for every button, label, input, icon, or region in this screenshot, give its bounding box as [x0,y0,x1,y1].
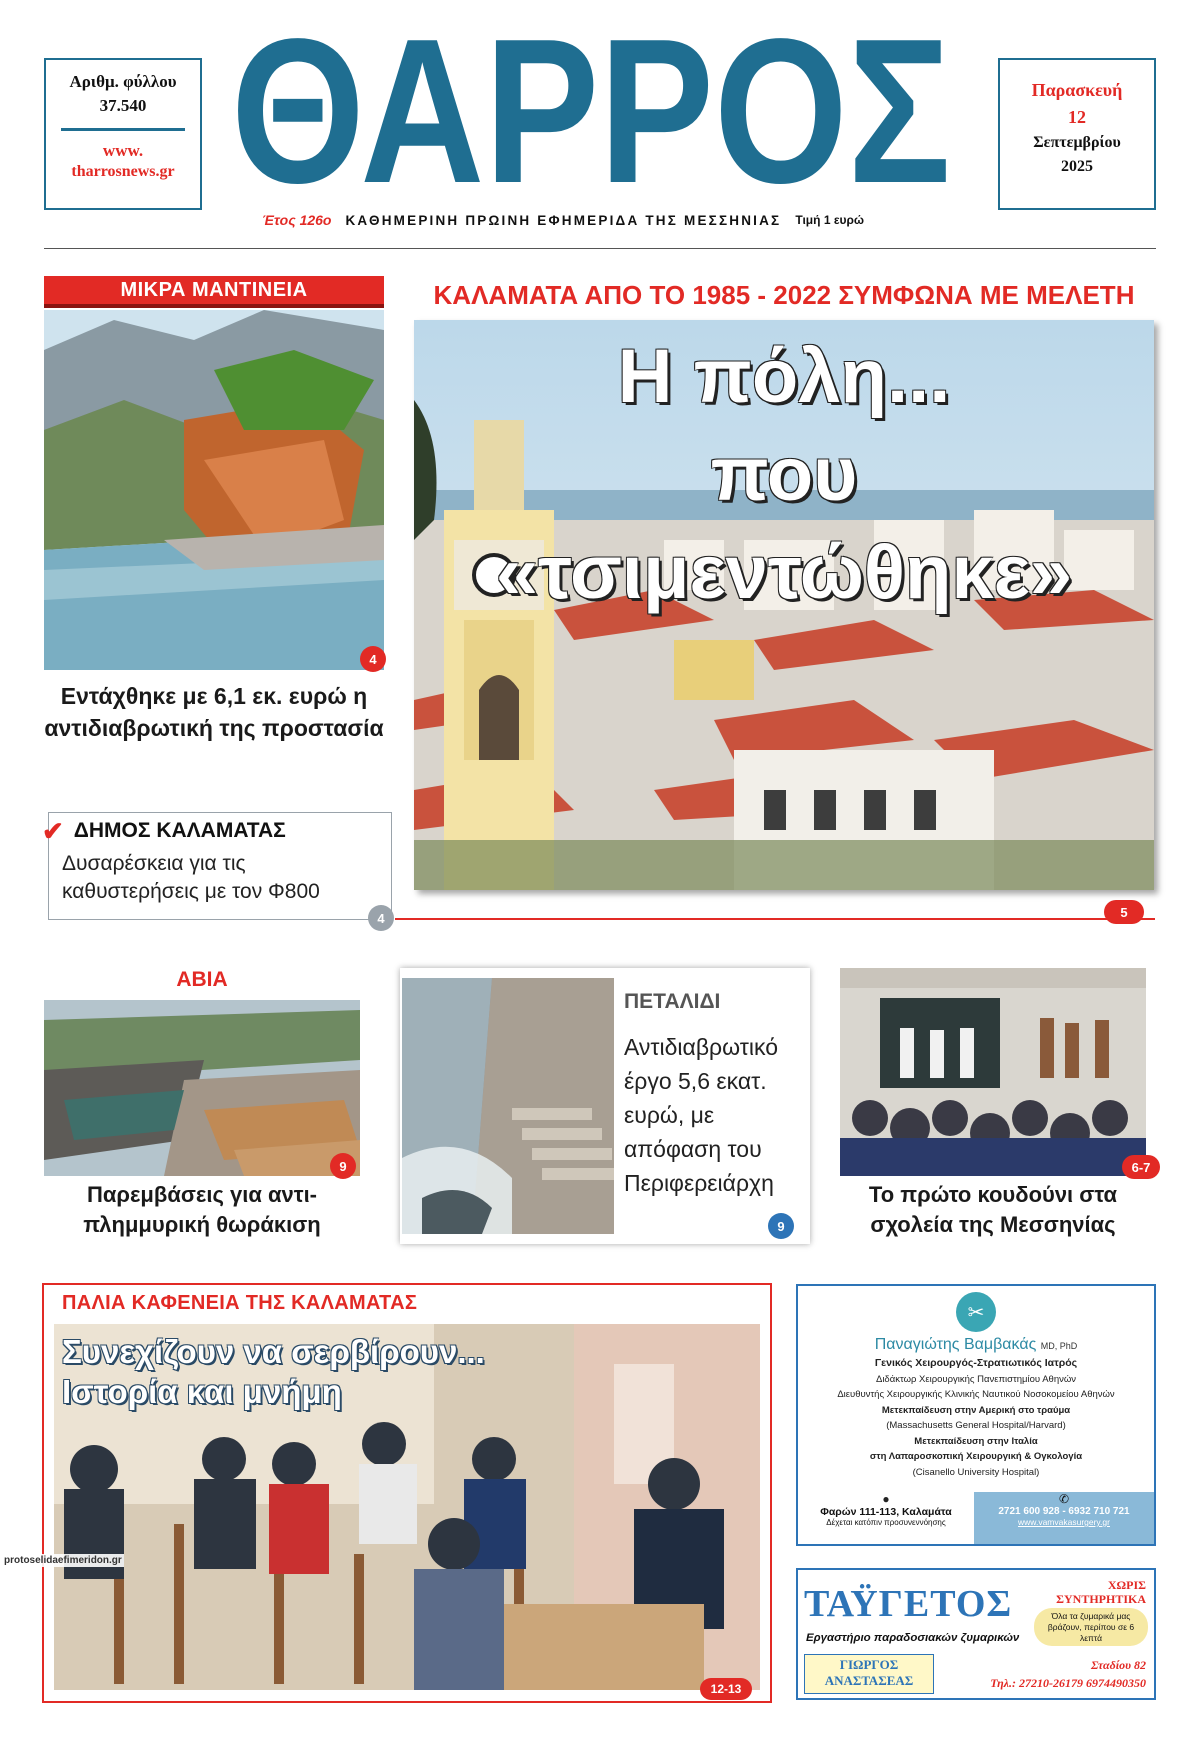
logo [226,12,956,202]
ad-doctor-phones[interactable]: 2721 600 928 - 6932 710 721 [998,1506,1130,1517]
cafes-photo [54,1324,760,1690]
taygetos-no-preservatives-2: ΣΥΝΤΗΡΗΤΙΚΑ [1056,1592,1146,1606]
ad-doctor-degree: MD, PhD [1040,1341,1078,1351]
cafes-page-badge: 12-13 [700,1678,752,1700]
taygetos-note: Όλα τα ζυμαρικά μας βράζουν, περίπου σε 6 λεπτά [1034,1608,1148,1646]
mantineia-photo [44,310,384,670]
mantineia-label-shadow [44,304,384,308]
taygetos-subtitle: Εργαστήριο παραδοσιακών ζυμαρικών [806,1632,1020,1644]
dimos-page-badge: 4 [368,905,394,931]
school-headline[interactable]: Το πρώτο κουδούνι στα σχολεία της Μεσσηνίας [868,1182,1118,1237]
mantineia-page-badge: 4 [360,646,386,672]
main-photo [414,320,1154,890]
petalidi-photo-svg [402,978,614,1234]
dimos-header [42,818,382,844]
cafes-title-line2: Ιστορία και μνήμη [62,1373,342,1410]
cafes-title-line1: Συνεχίζουν να σερβίρουν... [62,1333,485,1370]
website-prefix: www. [102,141,144,160]
petalidi-text[interactable]: Αντιδιαβρωτικό έργο 5,6 εκατ. ευρώ, με απόφαση του Περιφερειάρχη [624,1034,778,1196]
phone-icon: ✆ [1058,1492,1070,1506]
avia-photo-svg [44,1000,360,1176]
main-rule [395,918,1155,920]
tagline: ΚΑΘΗΜΕΡΙΝΗ ΠΡΩΙΝΗ ΕΦΗΜΕΡΙΔΑ ΤΗΣ ΜΕΣΣΗΝΙΑΣ [345,212,782,228]
ad-doctor-site[interactable]: www.vamvakasurgery.gr [1018,1517,1110,1527]
avia-label: ΑΒΙΑ [176,968,228,991]
ad-doctor-address: Φαρών 111-113, Καλαμάτα [820,1506,952,1518]
masthead-rule [44,248,1156,249]
school-photo-svg [840,968,1146,1176]
main-title-line1: Η πόλη... [617,334,951,419]
ad-doctor-lines [798,1356,1154,1480]
petalidi-label: ΠΕΤΑΛΙΔΙ [624,990,721,1013]
issue-label: Αριθμ. φύλλου [69,72,177,91]
taygetos-address: Σταδίου 82 [1090,1658,1146,1672]
mantineia-headline[interactable]: Εντάχθηκε με 6,1 εκ. ευρώ η αντιδιαβρωτική της προστασία [44,683,384,741]
ad-doctor-appointment: Δέχεται κατόπιν προσυνεννόησης [826,1518,946,1527]
ad-doctor-contact-block [974,1492,1154,1544]
issue-number: 37.540 [99,96,147,115]
ad-doctor-line: (Cisanello University Hospital) [912,1466,1040,1478]
logo-svg [226,12,956,202]
scalpel-icon: ✂ [956,1292,996,1332]
location-icon: ● [882,1492,890,1506]
issue-divider [61,128,185,131]
watermark: protoselidaefimeridon.gr [4,1555,122,1566]
mantineia-photo-svg [44,310,384,670]
check-icon: ✔ [42,816,64,846]
date-year: 2025 [1061,158,1093,175]
petalidi-page-badge: 9 [768,1213,794,1239]
date-day: 12 [1068,107,1086,127]
main-title-line2: που «τσιμεντώθηκε» [495,432,1073,615]
avia-photo [44,1000,360,1176]
ad-doctor-line: Διευθυντής Χειρουργικής Κλινικής Ναυτικού Νοσοκομείου Αθηνών [837,1389,1115,1400]
ad-doctor-line: Μετεκπαίδευση στην Αμερική στο τραύμα [881,1404,1071,1416]
year-label: Έτος 126ο [262,212,332,228]
ad-doctor-name: Παναγιώτης Βαμβακάς [874,1336,1037,1353]
petalidi-photo [402,978,614,1234]
date-month: Σεπτεμβρίου [1033,134,1121,151]
main-title[interactable] [414,328,1154,622]
ad-doctor-line: Διδάκτωρ Χειρουργικής Πανεπιστημίου Αθηνών [875,1373,1077,1385]
taygetos-owner-1: ΓΙΩΡΓΟΣ [839,1657,899,1672]
taygetos-owner-2: ΑΝΑΣΤΑΣΕΑΣ [824,1673,914,1688]
cafes-label: ΠΑΛΙΑ ΚΑΦΕΝΕΙΑ ΤΗΣ ΚΑΛΑΜΑΤΑΣ [62,1292,418,1314]
avia-headline[interactable]: Παρεμβάσεις για αντι-πλημμυρική θωράκιση [83,1182,321,1237]
price: Τιμή 1 ευρώ [795,213,865,227]
date-box [998,58,1156,210]
taygetos-phones[interactable]: Τηλ.: 27210-26179 6974490350 [990,1676,1146,1690]
ad-doctor-name-row [798,1336,1154,1354]
mantineia-label: ΜΙΚΡΑ ΜΑΝΤΙΝΕΙΑ [44,276,384,304]
tagline-row [262,210,962,230]
cafes-title[interactable] [62,1332,485,1412]
taygetos-owner-box [804,1654,934,1694]
dimos-label: ΔΗΜΟΣ ΚΑΛΑΜΑΤΑΣ [73,819,286,842]
ad-taygetos[interactable] [796,1568,1156,1700]
logo-text: ΘΑΡΡΟΣ [231,12,951,202]
taygetos-no-preservatives-1: ΧΩΡΙΣ [1107,1578,1146,1592]
main-page-badge: 5 [1104,900,1144,924]
avia-page-badge: 9 [330,1153,356,1179]
dimos-text[interactable]: Δυσαρέσκεια για τις καθυστερήσεις με τον Φ800 [62,852,320,903]
website-link[interactable]: tharrosnews.gr [71,163,175,180]
main-kicker: ΚΑΛΑΜΑΤΑ ΑΠΟ ΤΟ 1985 - 2022 ΣΥΜΦΩΝΑ ΜΕ ΜΕΛΕΤΗ [433,280,1135,310]
ad-doctor[interactable] [796,1284,1156,1546]
school-photo [840,968,1146,1176]
date-day-name: Παρασκευή [1031,80,1123,100]
ad-doctor-line: Γενικός Χειρουργός-Στρατιωτικός Ιατρός [874,1357,1078,1369]
ad-doctor-address-block [798,1492,974,1544]
ad-doctor-line: στη Λαπαροσκοπική Χειρουργική & Ογκολογία [869,1451,1083,1462]
taygetos-brand: ΤΑΫΓΕΤΟΣ [804,1583,1013,1625]
ad-doctor-line: (Massachusetts General Hospital/Harvard) [886,1420,1066,1431]
ad-doctor-line: Μετεκπαίδευση στην Ιταλία [914,1435,1038,1447]
issue-box [44,58,202,210]
school-page-badge: 6-7 [1122,1155,1160,1179]
